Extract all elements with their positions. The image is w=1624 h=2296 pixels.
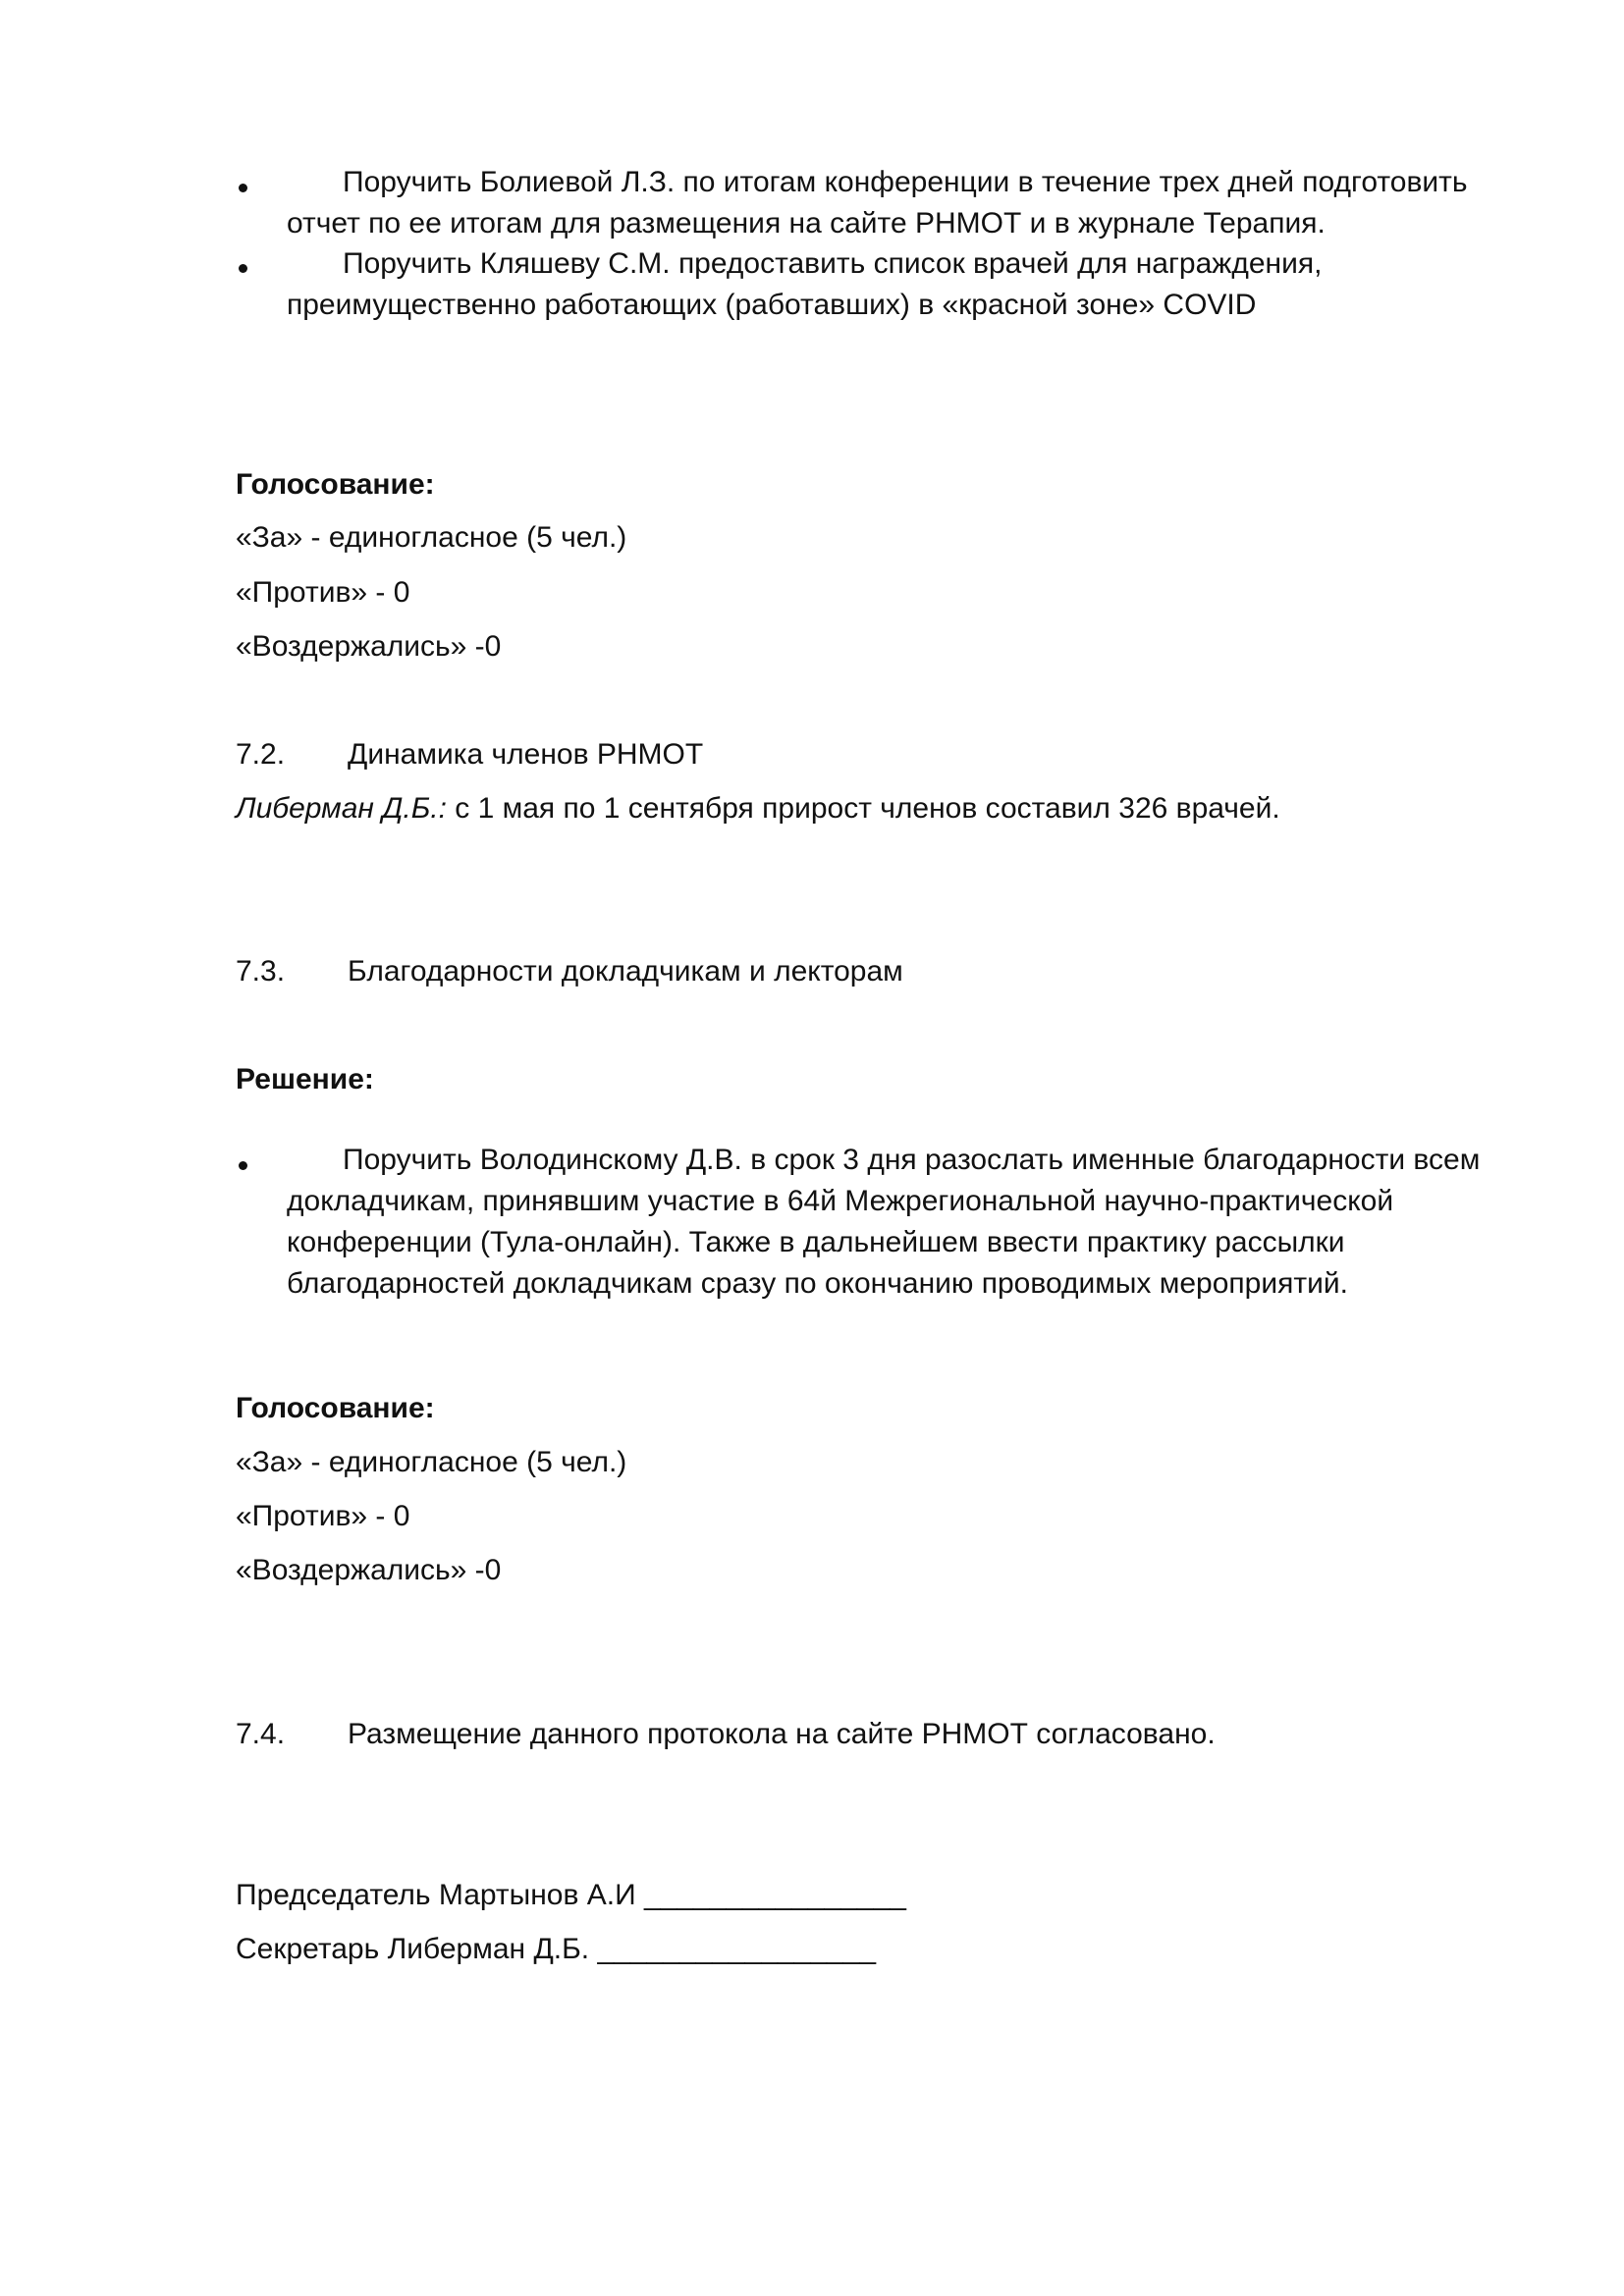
section-7-2-body: с 1 мая по 1 сентября прирост членов составил 326 врачей. (446, 792, 1280, 825)
bullet-1-line-1: Поручить Болиевой Л.З. по итогам конференции в течение трех дней подготовить (343, 166, 1468, 198)
bullet-2-line-1: Поручить Кляшеву С.М. предоставить список врачей для награждения, (343, 247, 1323, 280)
vote-abstained: «Воздержались» -0 (236, 630, 502, 663)
section-7-2-text (236, 794, 1280, 824)
vote-abstained: «Воздержались» -0 (236, 1554, 502, 1586)
vote-against: «Против» - 0 (236, 576, 410, 609)
vote-heading: Голосование: (236, 468, 435, 501)
vote-heading: Голосование: (236, 1392, 435, 1424)
bullet-icon (239, 264, 247, 273)
chairman-signature: Председатель Мартынов А.И ________________ (236, 1879, 906, 1911)
section-number: 7.2. (236, 738, 286, 771)
bullet-2-line-2: преимущественно работающих (работавших) в «красной зоне» COVID (287, 289, 1257, 321)
vote-for: «За» - единогласное (5 чел.) (236, 1446, 627, 1478)
secretary-signature: Секретарь Либерман Д.Б. _________________ (236, 1933, 877, 1965)
decision-bullet-line-2: докладчикам, принявшим участие в 64й Межрегиональной научно-практической (287, 1185, 1394, 1217)
bullet-1-line-2: отчет по ее итогам для размещения на сайте РНМОТ и в журнале Терапия. (287, 207, 1326, 240)
decision-bullet-line-3: конференции (Тула-онлайн). Также в дальнейшем ввести практику рассылки (287, 1226, 1345, 1258)
vote-for: «За» - единогласное (5 чел.) (236, 521, 627, 554)
decision-bullet-line-4: благодарностей докладчикам сразу по окончанию проводимых мероприятий. (287, 1267, 1348, 1300)
section-number: 7.4. (236, 1718, 286, 1750)
bullet-icon (239, 184, 247, 192)
section-number: 7.3. (236, 955, 286, 988)
section-title: Благодарности докладчикам и лекторам (348, 955, 903, 988)
decision-bullet-line-1: Поручить Володинскому Д.В. в срок 3 дня разослать именные благодарности всем (343, 1144, 1481, 1176)
decision-heading: Решение: (236, 1063, 374, 1095)
speaker-name: Либерман Д.Б.: (236, 792, 447, 825)
vote-against: «Против» - 0 (236, 1500, 410, 1532)
section-title: Динамика членов РНМОТ (348, 738, 704, 771)
bullet-icon (239, 1161, 247, 1170)
section-title: Размещение данного протокола на сайте РНМОТ согласовано. (348, 1718, 1216, 1750)
